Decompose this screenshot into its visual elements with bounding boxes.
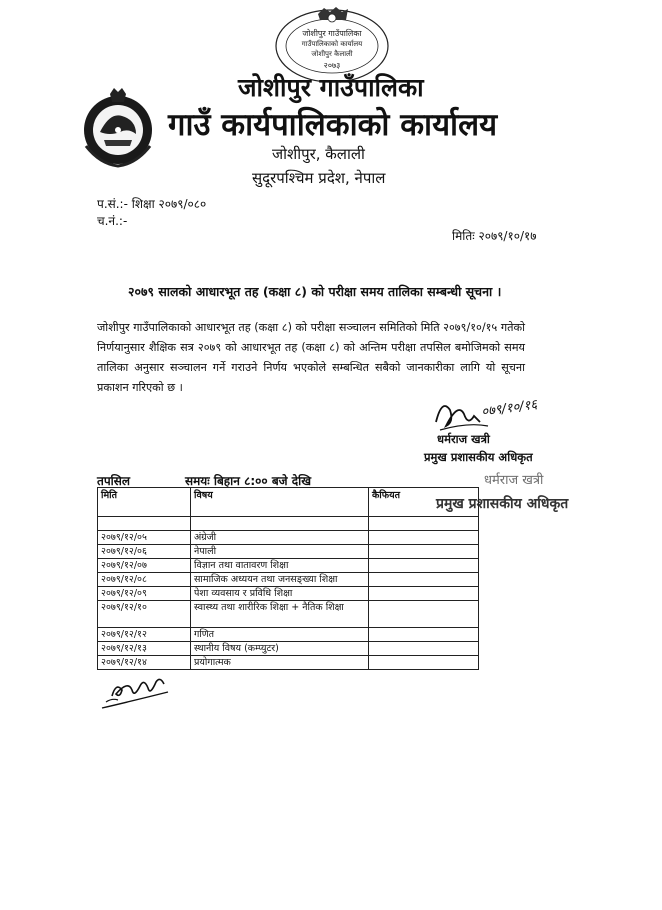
dispatch-number: च.नं.:- — [97, 214, 128, 228]
row-remarks — [369, 642, 479, 656]
notice-subject: २०७९ सालको आधारभूत तह (कक्षा ८) को परीक्षा समय तालिका सम्बन्धी सूचना । — [128, 284, 502, 299]
reference-number: प.सं.:- शिक्षा २०७९/०८० — [97, 197, 207, 211]
stamp-office-text: गाउँपालिकाको कार्यालय — [301, 40, 363, 48]
row-date: २०७९/१२/०९ — [98, 587, 191, 601]
table-row — [98, 601, 479, 628]
row-date: २०७९/१२/०६ — [98, 545, 191, 559]
table-spacer-row — [98, 517, 479, 531]
signatory-title: प्रमुख प्रशासकीय अधिकृत — [424, 450, 533, 464]
exam-schedule-table — [97, 487, 479, 670]
header-date: मिति — [98, 488, 191, 517]
signature-date: ०७९/१०/१६ — [480, 397, 539, 420]
row-subject: गणित — [191, 628, 369, 642]
row-remarks — [369, 601, 479, 628]
signatory-stamp-name: धर्मराज खत्री — [484, 473, 544, 488]
row-subject: स्वास्थ्य तथा शारीरिक शिक्षा + नैतिक शिक्षा — [191, 601, 369, 628]
row-subject: प्रयोगात्मक — [191, 656, 369, 670]
table-row — [98, 531, 479, 545]
table-row — [98, 573, 479, 587]
header-subject: विषय — [191, 488, 369, 517]
row-subject: विज्ञान तथा वातावरण शिक्षा — [191, 559, 369, 573]
table-row — [98, 545, 479, 559]
signatory-stamp-title: प्रमुख प्रशासकीय अधिकृत — [436, 496, 569, 512]
row-date: २०७९/१२/०५ — [98, 531, 191, 545]
stamp-address-text: जोशीपुर कैलाली — [311, 50, 353, 58]
stamp-title-text: जोशीपुर गाउँपालिका — [302, 29, 362, 38]
row-subject: स्थानीय विषय (कम्प्युटर) — [191, 642, 369, 656]
table-row — [98, 642, 479, 656]
table-row — [98, 656, 479, 670]
signatory-name: धर्मराज खत्री — [437, 432, 490, 446]
initials-signature-icon — [98, 672, 178, 714]
row-date: २०७९/१२/०८ — [98, 573, 191, 587]
table-row — [98, 587, 479, 601]
table-row — [98, 559, 479, 573]
row-date: २०७९/१२/१३ — [98, 642, 191, 656]
row-date: २०७९/१२/०७ — [98, 559, 191, 573]
row-date: २०७९/१२/१४ — [98, 656, 191, 670]
table-row — [98, 628, 479, 642]
document-date: मितिः २०७९/१०/१७ — [452, 229, 537, 243]
row-remarks — [369, 531, 479, 545]
row-date: २०७९/१२/१२ — [98, 628, 191, 642]
organization-name: जोशीपुर गाउँपालिका — [238, 73, 424, 102]
nepal-emblem-icon — [80, 86, 156, 168]
schedule-label: तपसिल — [97, 474, 131, 488]
row-subject: सामाजिक अध्ययन तथा जनसङ्ख्या शिक्षा — [191, 573, 369, 587]
row-subject: अंग्रेजी — [191, 531, 369, 545]
exam-time-label: समयः बिहान ८:०० बजे देखि — [185, 474, 312, 488]
row-remarks — [369, 628, 479, 642]
row-remarks — [369, 656, 479, 670]
office-province: सुदूरपश्चिम प्रदेश, नेपाल — [252, 169, 386, 187]
stamp-year-text: २०७३ — [323, 61, 341, 70]
row-date: २०७९/१२/१० — [98, 601, 191, 628]
row-remarks — [369, 587, 479, 601]
header-remarks: कैफियत — [369, 488, 479, 517]
row-subject: पेशा व्यवसाय र प्रविधि शिक्षा — [191, 587, 369, 601]
row-remarks — [369, 545, 479, 559]
table-header-row — [98, 488, 479, 517]
row-remarks — [369, 573, 479, 587]
row-remarks — [369, 559, 479, 573]
row-subject: नेपाली — [191, 545, 369, 559]
office-address: जोशीपुर, कैलाली — [272, 145, 365, 163]
office-title: गाउँ कार्यपालिकाको कार्यालय — [168, 107, 498, 143]
notice-body: जोशीपुर गाउँपालिकाको आधारभूत तह (कक्षा ८) को परीक्षा सञ्चालन समितिको मिति २०७९/१०/१५ गतेको निर्णयानुसार शैक्षिक सत्र २०७९ को आधारभूत तह (कक्षा ८) को अन्तिम परीक्षा तपसिल बमोजिमको समय तालिका अनुसार सञ्चालन गर्ने गराउने निर्णय भएकोले सम्बन्धित सबैको जानकारीका लागि यो सूचना प्रकाशन गरिएको छ । — [97, 321, 525, 394]
